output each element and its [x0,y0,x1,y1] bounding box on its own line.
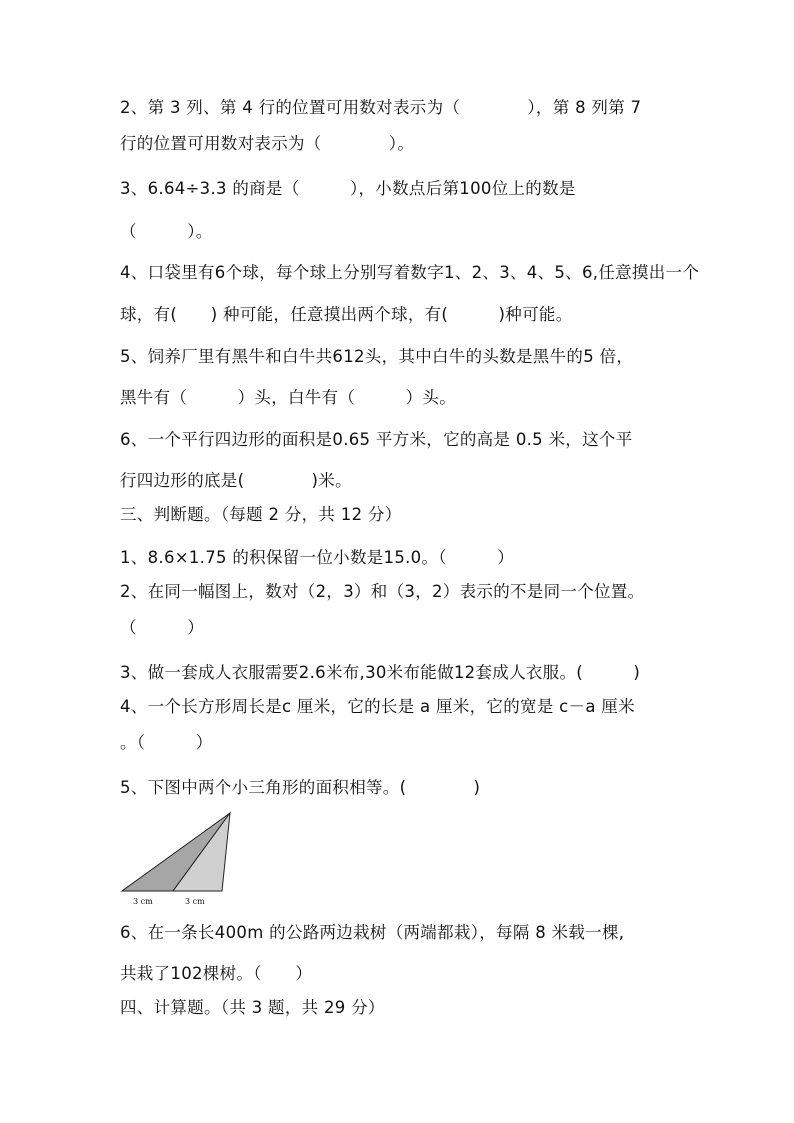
line-q3-a: 3、6.64÷3.3 的商是（ ），小数点后第100位上的数是 [120,179,576,198]
section-heading-judgement: 三、判断题。（每题 2 分，共 12 分） [120,505,402,524]
line-j5: 5、下图中两个小三角形的面积相等。( ) [120,778,481,797]
line-q4-b: 球，有( ) 种可能，任意摸出两个球，有( )种可能。 [120,305,573,324]
triangle-figure [118,808,238,908]
line-q6-a: 6、一个平行四边形的面积是0.65 平方米，它的高是 0.5 米，这个平 [120,430,633,449]
line-j4-b: 。（ ） [120,733,213,752]
line-q3-b: （ ）。 [120,222,213,241]
line-q2-a: 2、第 3 列、第 4 行的位置可用数对表示为（ ），第 8 列第 7 [120,98,642,117]
right-base-label: 3 cm [185,897,205,906]
section-heading-calculation: 四、计算题。（共 3 题，共 29 分） [120,998,385,1017]
line-j2-b: （ ） [120,618,204,637]
line-q5-b: 黑牛有（ ）头，白牛有（ ）头。 [120,388,456,407]
line-q2-b: 行的位置可用数对表示为（ ）。 [120,134,415,153]
left-base-label: 3 cm [133,897,153,906]
line-q5-a: 5、饲养厂里有黑牛和白牛共612头，其中白牛的头数是黑牛的5 倍， [120,347,634,366]
line-q6-b: 行四边形的底是( )米。 [120,471,352,490]
line-j6-b: 共栽了102棵树。（ ） [120,964,313,983]
line-j4-a: 4、一个长方形周长是c 厘米，它的长是 a 厘米，它的宽是 c－a 厘米 [120,697,635,716]
line-j6-a: 6、在一条长400m 的公路两边栽树（两端都栽），每隔 8 米载一棵, [120,923,625,942]
line-j2-a: 2、在同一幅图上，数对（2，3）和（3，2）表示的不是同一个位置。 [120,582,645,601]
line-j3: 3、做一套成人衣服需要2.6米布,30米布能做12套成人衣服。( ) [120,663,641,682]
line-q4-a: 4、口袋里有6个球，每个球上分别写着数字1、2、3、4、5、6,任意摸出一个 [120,263,700,282]
line-j1: 1、8.6×1.75 的积保留一位小数是15.0。（ ） [120,548,515,567]
